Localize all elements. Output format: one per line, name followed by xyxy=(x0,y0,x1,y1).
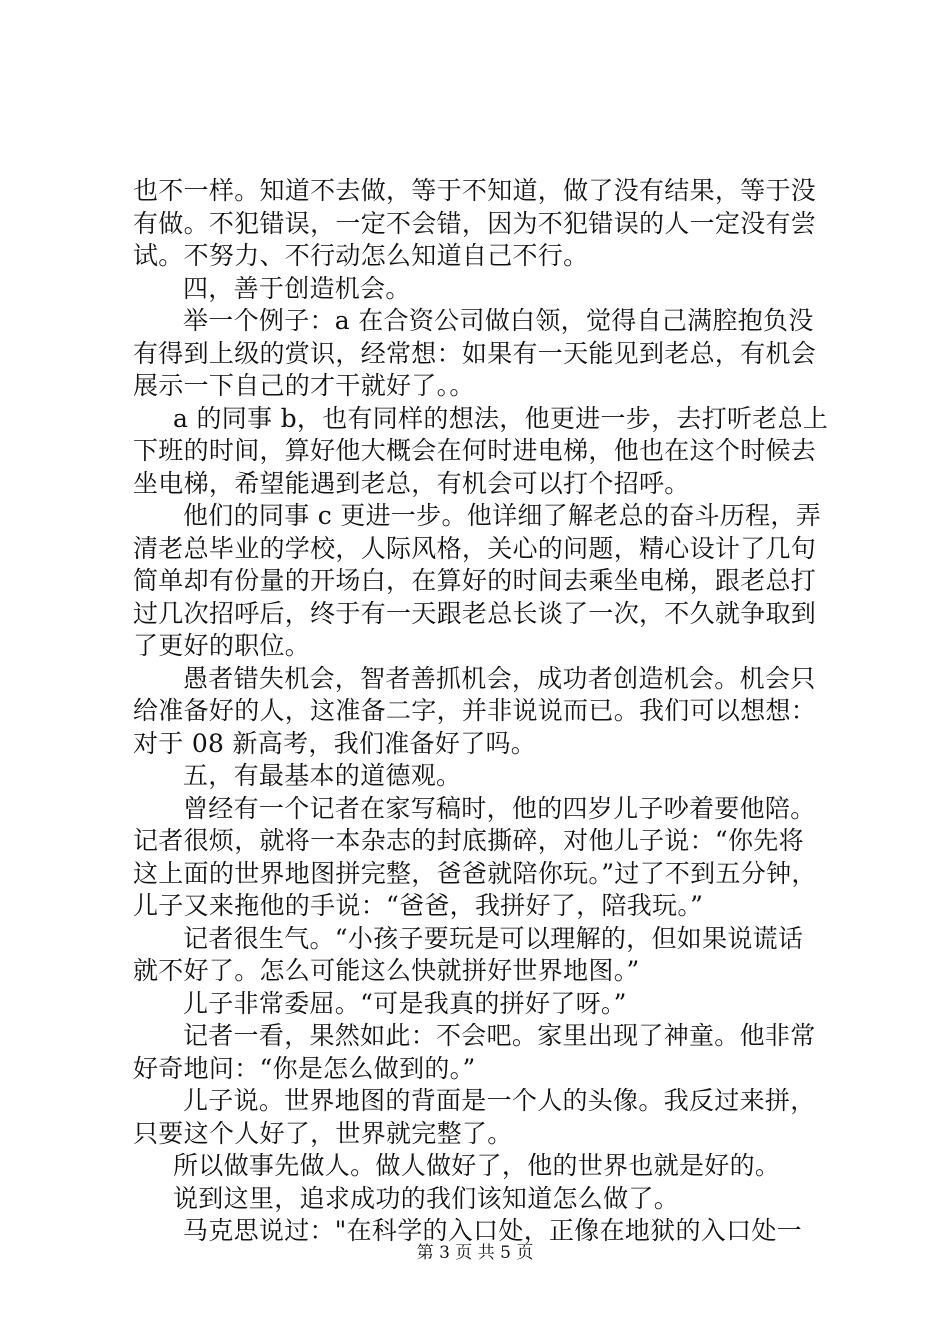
text-line: 举一个例子：a 在合资公司做白领，觉得自己满腔抱负没 xyxy=(183,306,814,335)
text-line: 四，善于创造机会。 xyxy=(183,273,411,303)
text-line: 儿子说。世界地图的背面是一个人的头像。我反过来拼， xyxy=(183,1086,816,1115)
text-line: 记者很生气。“小孩子要玩是可以理解的，但如果说谎话 xyxy=(183,923,804,953)
document-body xyxy=(133,175,833,1248)
text-line: 简单却有份量的开场白，在算好的时间去乘坐电梯，跟老总打 xyxy=(133,566,817,595)
page-footer: 第 3 页 共 5 页 xyxy=(416,1243,534,1263)
text-line: 就不好了。怎么可能这么快就拼好世界地图。” xyxy=(133,956,640,985)
text-line: 展示一下自己的才干就好了。。 xyxy=(133,371,475,400)
text-line: 过几次招呼后，终于有一天跟老总长谈了一次，不久就争取到 xyxy=(133,598,817,628)
text-line: 给准备好的人，这准备二字，并非说说而已。我们可以想想： xyxy=(133,696,817,725)
text-line: 曾经有一个记者在家写稿时，他的四岁儿子吵着要他陪。 xyxy=(183,793,816,823)
text-line: 有得到上级的赏识，经常想：如果有一天能见到老总，有机会 xyxy=(133,338,817,368)
text-line: 清老总毕业的学校，人际风格，关心的问题，精心设计了几句 xyxy=(133,533,817,563)
text-line: 儿子又来拖他的手说：“爸爸，我拼好了，陪我玩。” xyxy=(133,891,704,920)
text-line: 这上面的世界地图拼完整，爸爸就陪你玩。”过了不到五分钟， xyxy=(133,858,817,888)
text-line: 下班的时间，算好他大概会在何时进电梯，他也在这个时候去 xyxy=(133,436,817,465)
text-line: 也不一样。知道不去做，等于不知道，做了没有结果，等于没 xyxy=(133,176,817,205)
text-line: 所以做事先做人。做人做好了，他的世界也就是好的。 xyxy=(173,1151,781,1180)
text-line: 试。不努力、不行动怎么知道自己不行。 xyxy=(133,241,589,270)
text-line: 五，有最基本的道德观。 xyxy=(183,761,462,790)
text-line: 儿子非常委屈。“可是我真的拼好了呀。” xyxy=(183,988,627,1018)
text-line: 好奇地问：“你是怎么做到的。” xyxy=(133,1053,476,1083)
text-line: 只要这个人好了，世界就完整了。 xyxy=(133,1118,513,1148)
text-line: 说到这里，追求成功的我们该知道怎么做了。 xyxy=(173,1183,680,1213)
text-line: 有做。不犯错误，一定不会错，因为不犯错误的人一定没有尝 xyxy=(133,208,817,238)
text-line: 记者很烦，就将一本杂志的封底撕碎，对他儿子说：“你先将 xyxy=(133,826,804,855)
text-line: 坐电梯，希望能遇到老总，有机会可以打个招呼。 xyxy=(133,468,690,498)
text-line: 了更好的职位。 xyxy=(133,631,311,660)
text-line: 马克思说过："在科学的入口处，正像在地狱的入口处一 xyxy=(183,1216,803,1245)
text-line: 愚者错失机会，智者善抓机会，成功者创造机会。机会只 xyxy=(183,663,816,693)
text-line: 记者一看，果然如此：不会吧。家里出现了神童。他非常 xyxy=(183,1021,816,1050)
text-line: 他们的同事 c 更进一步。他详细了解老总的奋斗历程，弄 xyxy=(183,501,821,530)
text-line: a 的同事 b，也有同样的想法，他更进一步，去打听老总上 xyxy=(173,403,829,433)
text-line: 对于 08 新高考，我们准备好了吗。 xyxy=(133,728,537,758)
